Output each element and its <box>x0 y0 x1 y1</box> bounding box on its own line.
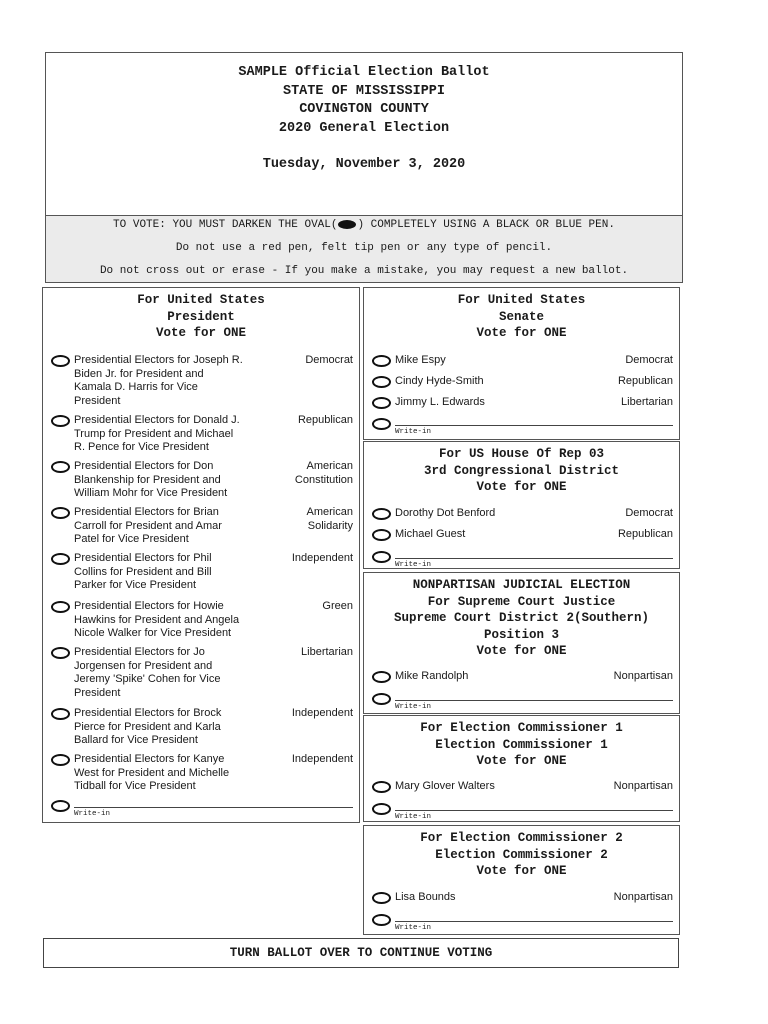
candidate-name-line: Biden Jr. for President and <box>74 367 204 380</box>
candidate-name: Mike Espy <box>395 354 446 366</box>
candidate-name-line: Presidential Electors for Brock <box>74 707 222 719</box>
candidate-party-line: Republican <box>297 414 353 426</box>
ballot-election: 2020 General Election <box>278 120 450 136</box>
write-in-label: Write-in <box>395 561 432 569</box>
contest-title-line: For Election Commissioner 1 <box>420 721 623 735</box>
candidate-party <box>292 753 353 767</box>
candidate-name: Jimmy L. Edwards <box>395 396 485 408</box>
candidate-name-line: Ballard for Vice President <box>74 734 198 746</box>
ballot-header <box>45 52 683 216</box>
instruction-line-3: Do not cross out or erase - If you make a mistake, you may request a new ballot. <box>99 265 629 277</box>
ballot-date: Tuesday, November 3, 2020 <box>262 157 466 172</box>
contest-title-line: For Supreme Court Justice <box>427 594 616 609</box>
candidate-name-line: Jorgensen for President and <box>74 659 213 672</box>
instruction-line-1: TO VOTE: YOU MUST DARKEN THE OVAL( ) COMPLETELY USING A BLACK OR BLUE PEN. <box>113 219 615 231</box>
contest-title <box>364 720 679 770</box>
candidate-name-line: Patel for Vice President <box>74 533 189 545</box>
candidate-name <box>74 646 220 700</box>
candidate-party <box>292 552 353 566</box>
write-in-option[interactable] <box>370 800 673 824</box>
vote-oval[interactable] <box>51 553 70 565</box>
candidate-name-line: Hawkins for President and Angela <box>74 613 240 626</box>
candidate-party-line: Green <box>322 600 353 612</box>
vote-oval[interactable] <box>372 671 391 683</box>
contest-title-line: Vote for ONE <box>155 326 246 340</box>
contest-title-line: Vote for ONE <box>476 754 567 768</box>
candidate-name-line: Presidential Electors for Brian <box>74 506 219 518</box>
candidate-name-line: Kamala D. Harris for Vice <box>74 381 198 393</box>
vote-oval[interactable] <box>51 647 70 659</box>
contest-senate <box>363 287 680 440</box>
contest-title <box>43 292 359 342</box>
contest-title-line: NONPARTISAN JUDICIAL ELECTION <box>412 578 631 592</box>
candidate-party: Nonpartisan <box>613 891 673 903</box>
candidate-party <box>305 354 353 368</box>
vote-oval[interactable] <box>372 355 391 367</box>
candidate-party <box>295 460 353 487</box>
contest-house <box>363 441 680 569</box>
vote-oval[interactable] <box>51 601 70 613</box>
vote-oval[interactable] <box>51 461 70 473</box>
candidate-name-line: Presidential Electors for Joseph R. <box>74 354 243 366</box>
write-in-option[interactable] <box>370 415 673 439</box>
write-in-oval[interactable] <box>372 914 391 926</box>
contest-title-line: Election Commissioner 2 <box>435 847 608 862</box>
contest-title-line: Supreme Court District 2(Southern) <box>393 611 650 625</box>
candidate-party-line: Independent <box>291 707 353 719</box>
candidate-name: Dorothy Dot Benford <box>395 507 496 519</box>
vote-oval[interactable] <box>51 355 70 367</box>
write-in-line[interactable] <box>74 807 353 808</box>
contest-commissioner-2 <box>363 825 680 935</box>
candidate-party-line: Solidarity <box>307 519 353 532</box>
write-in-oval[interactable] <box>372 418 391 430</box>
voting-instructions <box>45 215 683 283</box>
candidate-name-line: Collins for President and Bill <box>74 565 212 578</box>
candidate-party-line: Libertarian <box>301 646 353 658</box>
candidate-party <box>301 646 353 660</box>
candidate-name-line: West for President and Michelle <box>74 766 230 779</box>
candidate-party: Nonpartisan <box>613 780 673 792</box>
candidate-name: Cindy Hyde-Smith <box>395 375 484 387</box>
write-in-oval[interactable] <box>372 693 391 705</box>
write-in-option[interactable] <box>370 911 673 935</box>
candidate-name <box>74 552 212 593</box>
candidate-party-line: American <box>306 506 353 518</box>
candidate-party: Nonpartisan <box>613 670 673 682</box>
contest-title <box>364 446 679 496</box>
candidate-name-line: President <box>74 686 121 699</box>
write-in-label: Write-in <box>395 703 432 711</box>
candidate-party: Republican <box>617 528 673 540</box>
contest-title-line: 3rd Congressional District <box>423 463 620 478</box>
vote-oval[interactable] <box>372 529 391 541</box>
candidate-party-line: American <box>306 460 353 472</box>
candidate-name-line: Presidential Electors for Donald J. <box>74 414 240 426</box>
write-in-label: Write-in <box>74 810 111 818</box>
write-in-line[interactable] <box>395 700 673 701</box>
write-in-oval[interactable] <box>51 800 70 812</box>
vote-oval[interactable] <box>51 415 70 427</box>
candidate-name: Mike Randolph <box>395 670 469 682</box>
vote-oval[interactable] <box>372 508 391 520</box>
candidate-name-line: Presidential Electors for Don <box>74 460 214 472</box>
contest-president <box>42 287 360 823</box>
candidate-name-line: Presidential Electors for Howie <box>74 600 224 612</box>
write-in-line[interactable] <box>395 425 673 426</box>
candidate-name <box>74 354 243 408</box>
candidate-name-line: Blankenship for President and <box>74 473 221 486</box>
vote-oval[interactable] <box>51 754 70 766</box>
contest-title <box>364 292 679 342</box>
candidate-name: Mary Glover Walters <box>395 780 495 792</box>
candidate-party-line: Independent <box>291 753 353 765</box>
contest-commissioner-1 <box>363 715 680 822</box>
candidate-name-line: Presidential Electors for Jo <box>74 646 205 658</box>
vote-oval[interactable] <box>372 376 391 388</box>
candidate-name-line: Carroll for President and Amar <box>74 519 222 532</box>
candidate-party: Republican <box>617 375 673 387</box>
candidate-party <box>298 414 353 428</box>
contest-judicial <box>363 572 680 714</box>
candidate-name-line: Pierce for President and Karla <box>74 720 221 733</box>
candidate-party: Democrat <box>625 507 673 519</box>
turn-over-notice: TURN BALLOT OVER TO CONTINUE VOTING <box>43 938 679 968</box>
candidate-party <box>292 707 353 721</box>
contest-title-line: President <box>167 309 235 324</box>
write-in-label: Write-in <box>395 428 432 436</box>
candidate-name-line: Presidential Electors for Kanye <box>74 753 225 765</box>
filled-oval-icon <box>338 220 356 229</box>
write-in-label: Write-in <box>395 924 432 932</box>
candidate-party: Libertarian <box>621 396 673 408</box>
vote-oval[interactable] <box>372 892 391 904</box>
vote-oval[interactable] <box>372 781 391 793</box>
ballot-county: COVINGTON COUNTY <box>299 102 429 117</box>
contest-title-line: Position 3 <box>483 627 559 642</box>
candidate-name-line: President <box>74 394 121 407</box>
write-in-oval[interactable] <box>372 551 391 563</box>
candidate-party-line: Constitution <box>294 473 353 486</box>
candidate-party: Democrat <box>625 354 673 366</box>
write-in-oval[interactable] <box>372 803 391 815</box>
write-in-option[interactable] <box>370 690 673 714</box>
contest-title <box>364 577 679 660</box>
contest-title-line: For United States <box>137 293 265 307</box>
write-in-line[interactable] <box>395 558 673 559</box>
candidate-name-line: William Mohr for Vice President <box>74 487 228 499</box>
candidate-name-line: Tidball for Vice President <box>74 780 196 792</box>
vote-oval[interactable] <box>51 507 70 519</box>
contest-title-line: Vote for ONE <box>476 644 567 658</box>
candidate-name-line: Presidential Electors for Phil <box>74 552 212 564</box>
contest-title-line: Vote for ONE <box>476 326 567 340</box>
ballot-state: STATE OF MISSISSIPPI <box>282 83 446 99</box>
candidate-name <box>74 460 227 501</box>
write-in-option[interactable] <box>370 548 673 572</box>
candidate-name <box>74 506 222 547</box>
contest-title-line: Election Commissioner 1 <box>435 737 608 752</box>
instruction-line-2: Do not use a red pen, felt tip pen or any type of pencil. <box>175 242 553 254</box>
candidate-party-line: Independent <box>291 552 353 564</box>
candidate-name: Michael Guest <box>395 528 466 540</box>
write-in-line[interactable] <box>395 921 673 922</box>
contest-title-line: For US House Of Rep 03 <box>438 447 605 461</box>
vote-oval[interactable] <box>51 708 70 720</box>
candidate-name-line: Nicole Walker for Vice President <box>74 627 232 639</box>
contest-title <box>364 830 679 880</box>
candidate-name <box>74 753 229 794</box>
write-in-label: Write-in <box>395 813 432 821</box>
write-in-line[interactable] <box>395 810 673 811</box>
contest-title-line: Senate <box>498 309 544 324</box>
candidate-name <box>74 707 221 748</box>
candidate-name-line: R. Pence for Vice President <box>74 441 209 453</box>
candidate-party-line: Democrat <box>305 354 353 366</box>
vote-oval[interactable] <box>372 397 391 409</box>
candidate-name: Lisa Bounds <box>395 891 456 903</box>
write-in-option[interactable] <box>49 797 353 821</box>
contest-title-line: Vote for ONE <box>476 480 567 494</box>
ballot-title: SAMPLE Official Election Ballot <box>238 65 490 80</box>
candidate-party <box>322 600 353 614</box>
contest-title-line: For United States <box>457 293 586 307</box>
candidate-name <box>74 414 240 455</box>
candidate-name <box>74 600 239 641</box>
candidate-party <box>307 506 353 533</box>
candidate-name-line: Jeremy 'Spike' Cohen for Vice <box>74 673 221 685</box>
candidate-name-line: Parker for Vice President <box>74 579 197 591</box>
candidate-name-line: Trump for President and Michael <box>74 427 234 440</box>
contest-title-line: Vote for ONE <box>476 864 567 878</box>
contest-title-line: For Election Commissioner 2 <box>420 831 623 845</box>
